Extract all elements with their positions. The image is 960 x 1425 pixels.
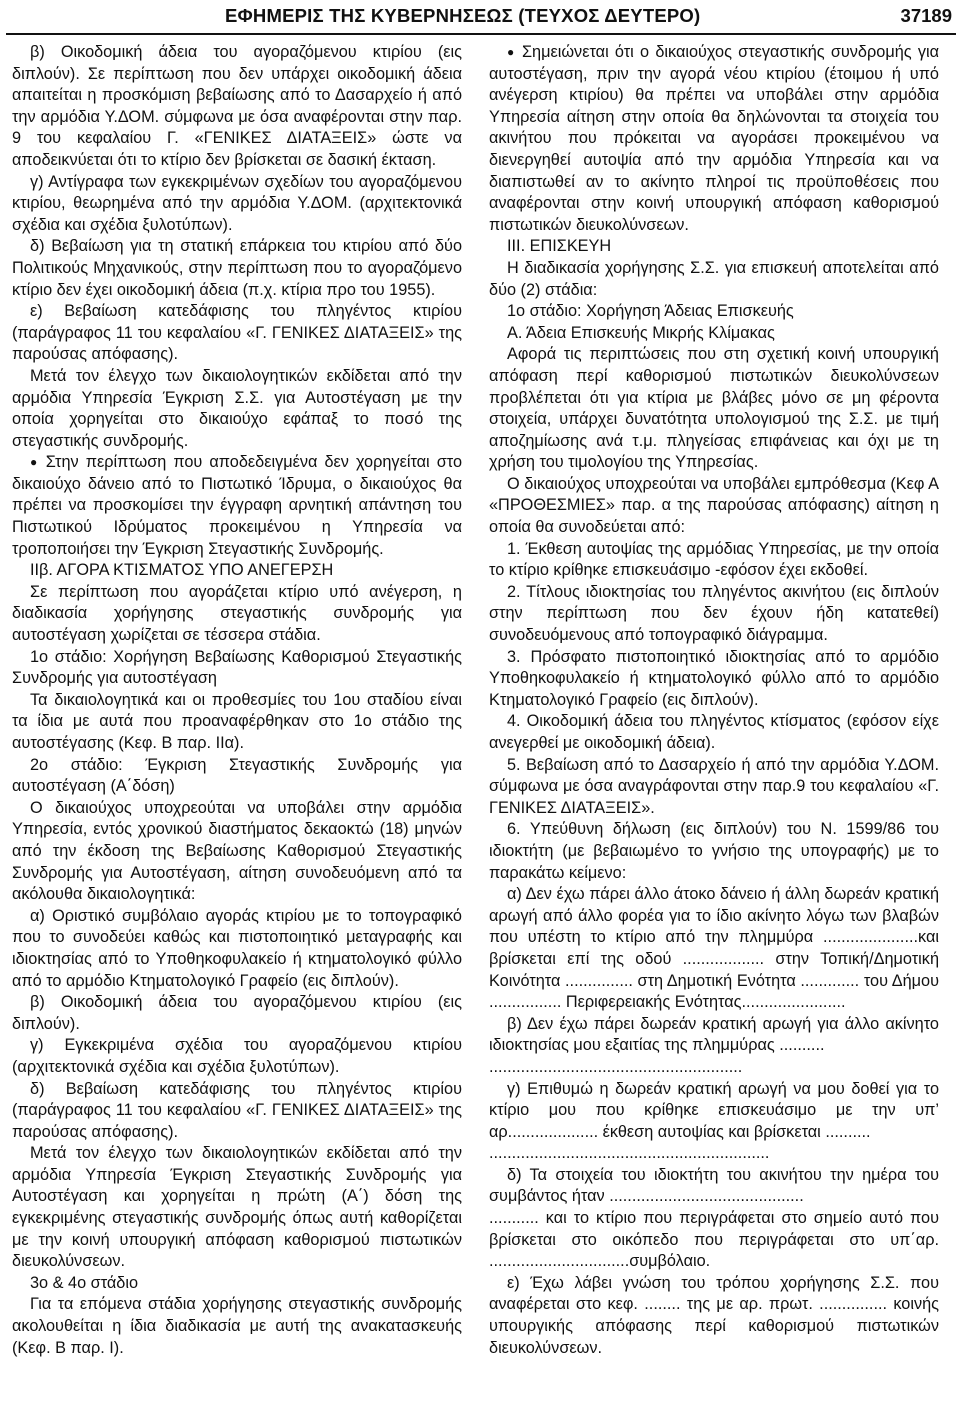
list-item: 1. Έκθεση αυτοψίας της αρμόδιας Υπηρεσίας, με την οποία το κτίριο κρίθηκε επισκευάσιμο -εφόσον έχει εκδοθεί. [489, 539, 939, 580]
declaration-item: δ) Τα στοιχεία του ιδιοκτήτη του ακινήτου την ημέρα του συμβάντος ήταν ........................................... [489, 1165, 939, 1206]
paragraph: γ) Αντίγραφα των εγκεκριμένων σχεδίων του αγοραζόμενου κτιρίου, θεωρημένα από την αρμόδια Υ.ΔΟΜ. (αρχιτεκτονικά σχέδια και σχέδια ξυλοτύπων). [12, 172, 462, 234]
paragraph: Για τα επόμενα στάδια χορήγησης στεγαστικής συνδρομής ακολουθείται η ίδια διαδικασία με αυτή της ανακατασκευής (Κεφ. Β παρ. Ι). [12, 1295, 462, 1357]
list-item: 4. Οικοδομική άδεια του πληγέντος κτίσματος (εφόσον είχε ανεγερθεί με οικοδομική άδεια). [489, 712, 939, 752]
right-column [489, 42, 939, 1359]
stage-heading: 3ο & 4ο στάδιο [30, 1273, 139, 1292]
paragraph: Ο δικαιούχος υποχρεούται να υποβάλει εμπρόθεσμα (Κεφ Α «ΠΡΟΘΕΣΜΙΕΣ» παρ. α της παρούσας απόφασης) αίτηση η οποία θα συνοδεύεται από: [489, 474, 939, 537]
list-item: 5. Βεβαίωση από το Δασαρχείο ή από την αρμόδια Υ.ΔΟΜ. σύμφωνα με όσα αναγράφονται στην παρ.9 του κεφαλαίου «Γ. ΓΕΝΙΚΕΣ ΔΙΑΤΑΞΕΙΣ». [489, 755, 939, 817]
stage-heading: 1ο στάδιο: Χορήγηση Βεβαίωσης Καθορισμού Στεγαστικής Συνδρομής για αυτοστέγαση [12, 647, 462, 688]
header-rule [6, 33, 956, 35]
paragraph: Σε περίπτωση που αγοράζεται κτίριο υπό ανέγερση, η διαδικασία χορήγησης στεγαστικής συνδρομής για αυτοστέγαση χωρίζεται σε τέσσερα στάδια. [12, 582, 462, 645]
paragraph: γ) Εγκεκριμένα σχέδια του αγοραζόμενου κτιρίου (αρχιτεκτονικά σχέδια και σχέδια ξυλοτύπων). [12, 1036, 462, 1076]
gazette-title: ΕΦΗΜΕΡΙΣ ΤΗΣ ΚΥΒΕΡΝΗΣΕΩΣ (ΤΕΥΧΟΣ ΔΕΥΤΕΡΟ) [225, 5, 701, 26]
section-heading: ΙΙβ. ΑΓΟΡΑ ΚΤΙΣΜΑΤΟΣ ΥΠΟ ΑΝΕΓΕΡΣΗ [30, 561, 334, 580]
paragraph: α) Οριστικό συμβόλαιο αγοράς κτιρίου με το τοπογραφικό που το συνοδεύει καθώς και πιστοποιητικό μεταγραφής και ιδιοκτησίας από το Υποθηκοφυλακείο ή κτηματολογικό φύλλο από το αρμόδιο Κτηματολογικό Γραφείο (εις διπλούν). [12, 906, 462, 990]
paragraph: Τα δικαιολογητικά και οι προθεσμίες του 1ου σταδίου είναι τα ίδια με αυτά που προαναφέρθηκαν στο 1ο στάδιο της αυτοστέγασης (Κεφ. Β παρ. ΙΙα). [12, 690, 462, 752]
section-heading: ΙΙΙ. ΕΠΙΣΚΕΥΗ [507, 237, 612, 256]
subsection-heading: Α. Άδεια Επισκευής Μικρής Κλίμακας [507, 323, 775, 342]
declaration-item: γ) Επιθυμώ η δωρεάν κρατική αρωγή να μου δοθεί για το κτίριο μου που κρίθηκε επισκευάσιμο με την υπ’ αρ.................... έκθεση αυτοψίας και βρίσκεται .......... [489, 1079, 939, 1141]
dotted-line: ........................................................ [489, 1057, 743, 1076]
list-item: 2. Τίτλους ιδιοκτησίας του πληγέντος ακινήτου (εις διπλούν στην περίπτωση που δεν έχουν ήδη κατατεθεί) συνοδευόμενους από τοπογραφικό διάγραμμα. [489, 582, 939, 645]
bullet-paragraph: ● Στην περίπτωση που αποδεδειγμένα δεν χορηγείται στο δικαιούχο δάνειο από το Πιστωτικό Ίδρυμα, ο δικαιούχος θα πρέπει να προσκομίσει την έγγραφη αρνητική απάντηση του Πιστωτικού Ιδρύματος προκειμένου η Υπηρεσία να τροποποιήσει την Έγκριση Στεγαστικής Συνδρομής. [12, 452, 462, 560]
declaration-item: β) Δεν έχω πάρει δωρεάν κρατική αρωγή για άλλο ακίνητο ιδιοκτησίας μου εξαιτίας της πλημμύρας .......... [489, 1014, 939, 1055]
paragraph: Ο δικαιούχος υποχρεούται να υποβάλει στην αρμόδια Υπηρεσία, εντός χρονικού διαστήματος δεκαοκτώ (18) μηνών από την έκδοση της Βεβαίωσης Καθορισμού Στεγαστικής Συνδρομής για Αυτοστέγαση, αίτηση συνοδευόμενη από τα ακόλουθα δικαιολογητικά: [12, 798, 462, 904]
list-item: 3. Πρόσφατο πιστοποιητικό ιδιοκτησίας από το αρμόδιο Υποθηκοφυλακείο ή κτηματολογικό φύλλο από το αρμόδιο Κτηματολογικό Γραφείο (εις διπλούν). [489, 647, 939, 709]
paragraph: β) Οικοδομική άδεια του αγοραζόμενου κτιρίου (εις διπλούν). [12, 993, 462, 1033]
paragraph: Η διαδικασία χορήγησης Σ.Σ. για επισκευή αποτελείται από δύο (2) στάδια: [489, 258, 939, 299]
bullet-paragraph: ● Σημειώνεται ότι ο δικαιούχος στεγαστικής συνδρομής για αυτοστέγαση, πριν την αγορά νέου κτιρίου (έτοιμου ή υπό ανέγερση κτιρίου) θα πρέπει να υποβάλει στην αρμόδια Υπηρεσία αίτηση στην οποία θα δηλώνονται τα στοιχεία του ακινήτου που πρόκειται να αγοράσει προκειμένου να διενεργηθεί αυτοψία από την αρμόδια Υπηρεσία και να διαπιστωθεί αν το ακίνητο πληροί τις προϋποθέσεις που αναφέρονται στην κοινή υπουργική απόφαση καθορισμού πιστωτικών διευκολύνσεων. [489, 42, 939, 236]
paragraph: Μετά τον έλεγχο των δικαιολογητικών εκδίδεται από την αρμόδια Υπηρεσία Έγκριση Σ.Σ. για Αυτοστέγαση με την οποία χορηγείται στο δικαιούχο εφάπαξ το ποσό της στεγαστικής συνδρομής. [12, 366, 462, 450]
paragraph: δ) Βεβαίωση για τη στατική επάρκεια του κτιρίου από δύο Πολιτικούς Μηχανικούς, στην περίπτωση που το αγοραζόμενο κτίριο δεν έχει οικοδομική άδεια (π.χ. κτίρια προ του 1955). [12, 237, 462, 299]
declaration-item: α) Δεν έχω πάρει άλλο άτοκο δάνειο ή άλλη δωρεάν κρατική αρωγή από άλλο φορέα για το ίδιο ακίνητο λόγω των βλαβών που υπέστη το κτίριο από την πλημμύρα .....................και βρίσκεται επί της οδού .................. στην Τοπική/Δημοτική Κοινότητα ............... στη Δημοτική Ενότητα ............. του Δήμου ................ Περιφερειακής Ενότητας....................... [489, 885, 939, 1012]
list-item: 6. Υπεύθυνη δήλωση (εις διπλούν) του Ν. 1599/86 του ιδιοκτήτη (με βεβαιωμένο το γνήσιο της υπογραφής) με το παρακάτω κείμενο: [489, 820, 939, 882]
paragraph: β) Οικοδομική άδεια του αγοραζόμενου κτιρίου (εις διπλούν). Σε περίπτωση που δεν υπάρχει οικοδομική άδεια απαιτείται η προσκόμιση βεβαίωσης από το Δασαρχείο ή από την αρμόδια Υ.ΔΟΜ. σύμφωνα με όσα αναφέρονται στην παρ. 9 του κεφαλαίου Γ. «ΓΕΝΙΚΕΣ ΔΙΑΤΑΞΕΙΣ» ώστε να αποδεικνύεται ότι το κτίριο δεν βρίσκεται σε δασική έκταση. [12, 43, 462, 169]
stage-heading: 2ο στάδιο: Έγκριση Στεγαστικής Συνδρομής για αυτοστέγαση (Α΄δόση) [12, 755, 462, 796]
left-column [12, 42, 462, 1359]
paragraph: Αφορά τις περιπτώσεις που στη σχετική κοινή υπουργική απόφαση περί καθορισμού πιστωτικών διευκολύνσεων προβλέπεται ότι για κτίρια με βλάβες μόνο σε μη φέροντα στοιχεία, υπάρχει δυνατότητα υπολογισμού της Σ.Σ. με τιμή αποζημίωσης ανά τ.μ. πληγείσας επιφάνειας και όχι με τη χρήση του τιμολογίου της Υπηρεσίας. [489, 345, 939, 472]
dotted-line: .............................................................. [489, 1144, 770, 1163]
declaration-item: ε) Έχω λάβει γνώση του τρόπου χορήγησης Σ.Σ. που αναφέρεται στο κεφ. ........ της με αρ. πρωτ. ............... κοινής υπουργικής απόφασης περί καθορισμού πιστωτικών διευκολύνσεων. [489, 1273, 939, 1357]
paragraph: Μετά τον έλεγχο των δικαιολογητικών εκδίδεται από την αρμόδια Υπηρεσία Έγκριση Στεγαστικής Συνδρομής για Αυτοστέγαση και χορηγείται η πρώτη (Α΄) δόση της εγκεκριμένης στεγαστικής συνδρομής όπως αυτή καθορίζεται με την κοινή υπουργική απόφαση καθορισμού πιστωτικών διευκολύνσεων. [12, 1144, 462, 1271]
declaration-item: ........... και το κτίριο που περιγράφεται στο σημείο αυτό που βρίσκεται στο οικόπεδο που περιγράφεται στο υπ΄αρ. ...............................συμβόλαιο. [489, 1209, 939, 1271]
paragraph: δ) Βεβαίωση κατεδάφισης του πληγέντος κτιρίου (παράγραφος 11 του κεφαλαίου «Γ. ΓΕΝΙΚΕΣ ΔΙΑΤΑΞΕΙΣ» της παρούσας απόφασης). [12, 1079, 462, 1141]
page-number: 37189 [900, 5, 952, 26]
stage-heading: 1ο στάδιο: Χορήγηση Άδειας Επισκευής [507, 302, 794, 321]
page-header [0, 0, 960, 34]
paragraph: ε) Βεβαίωση κατεδάφισης του πληγέντος κτιρίου (παράγραφος 11 του κεφαλαίου «Γ. ΓΕΝΙΚΕΣ ΔΙΑΤΑΞΕΙΣ» της παρούσας απόφασης). [12, 302, 462, 364]
